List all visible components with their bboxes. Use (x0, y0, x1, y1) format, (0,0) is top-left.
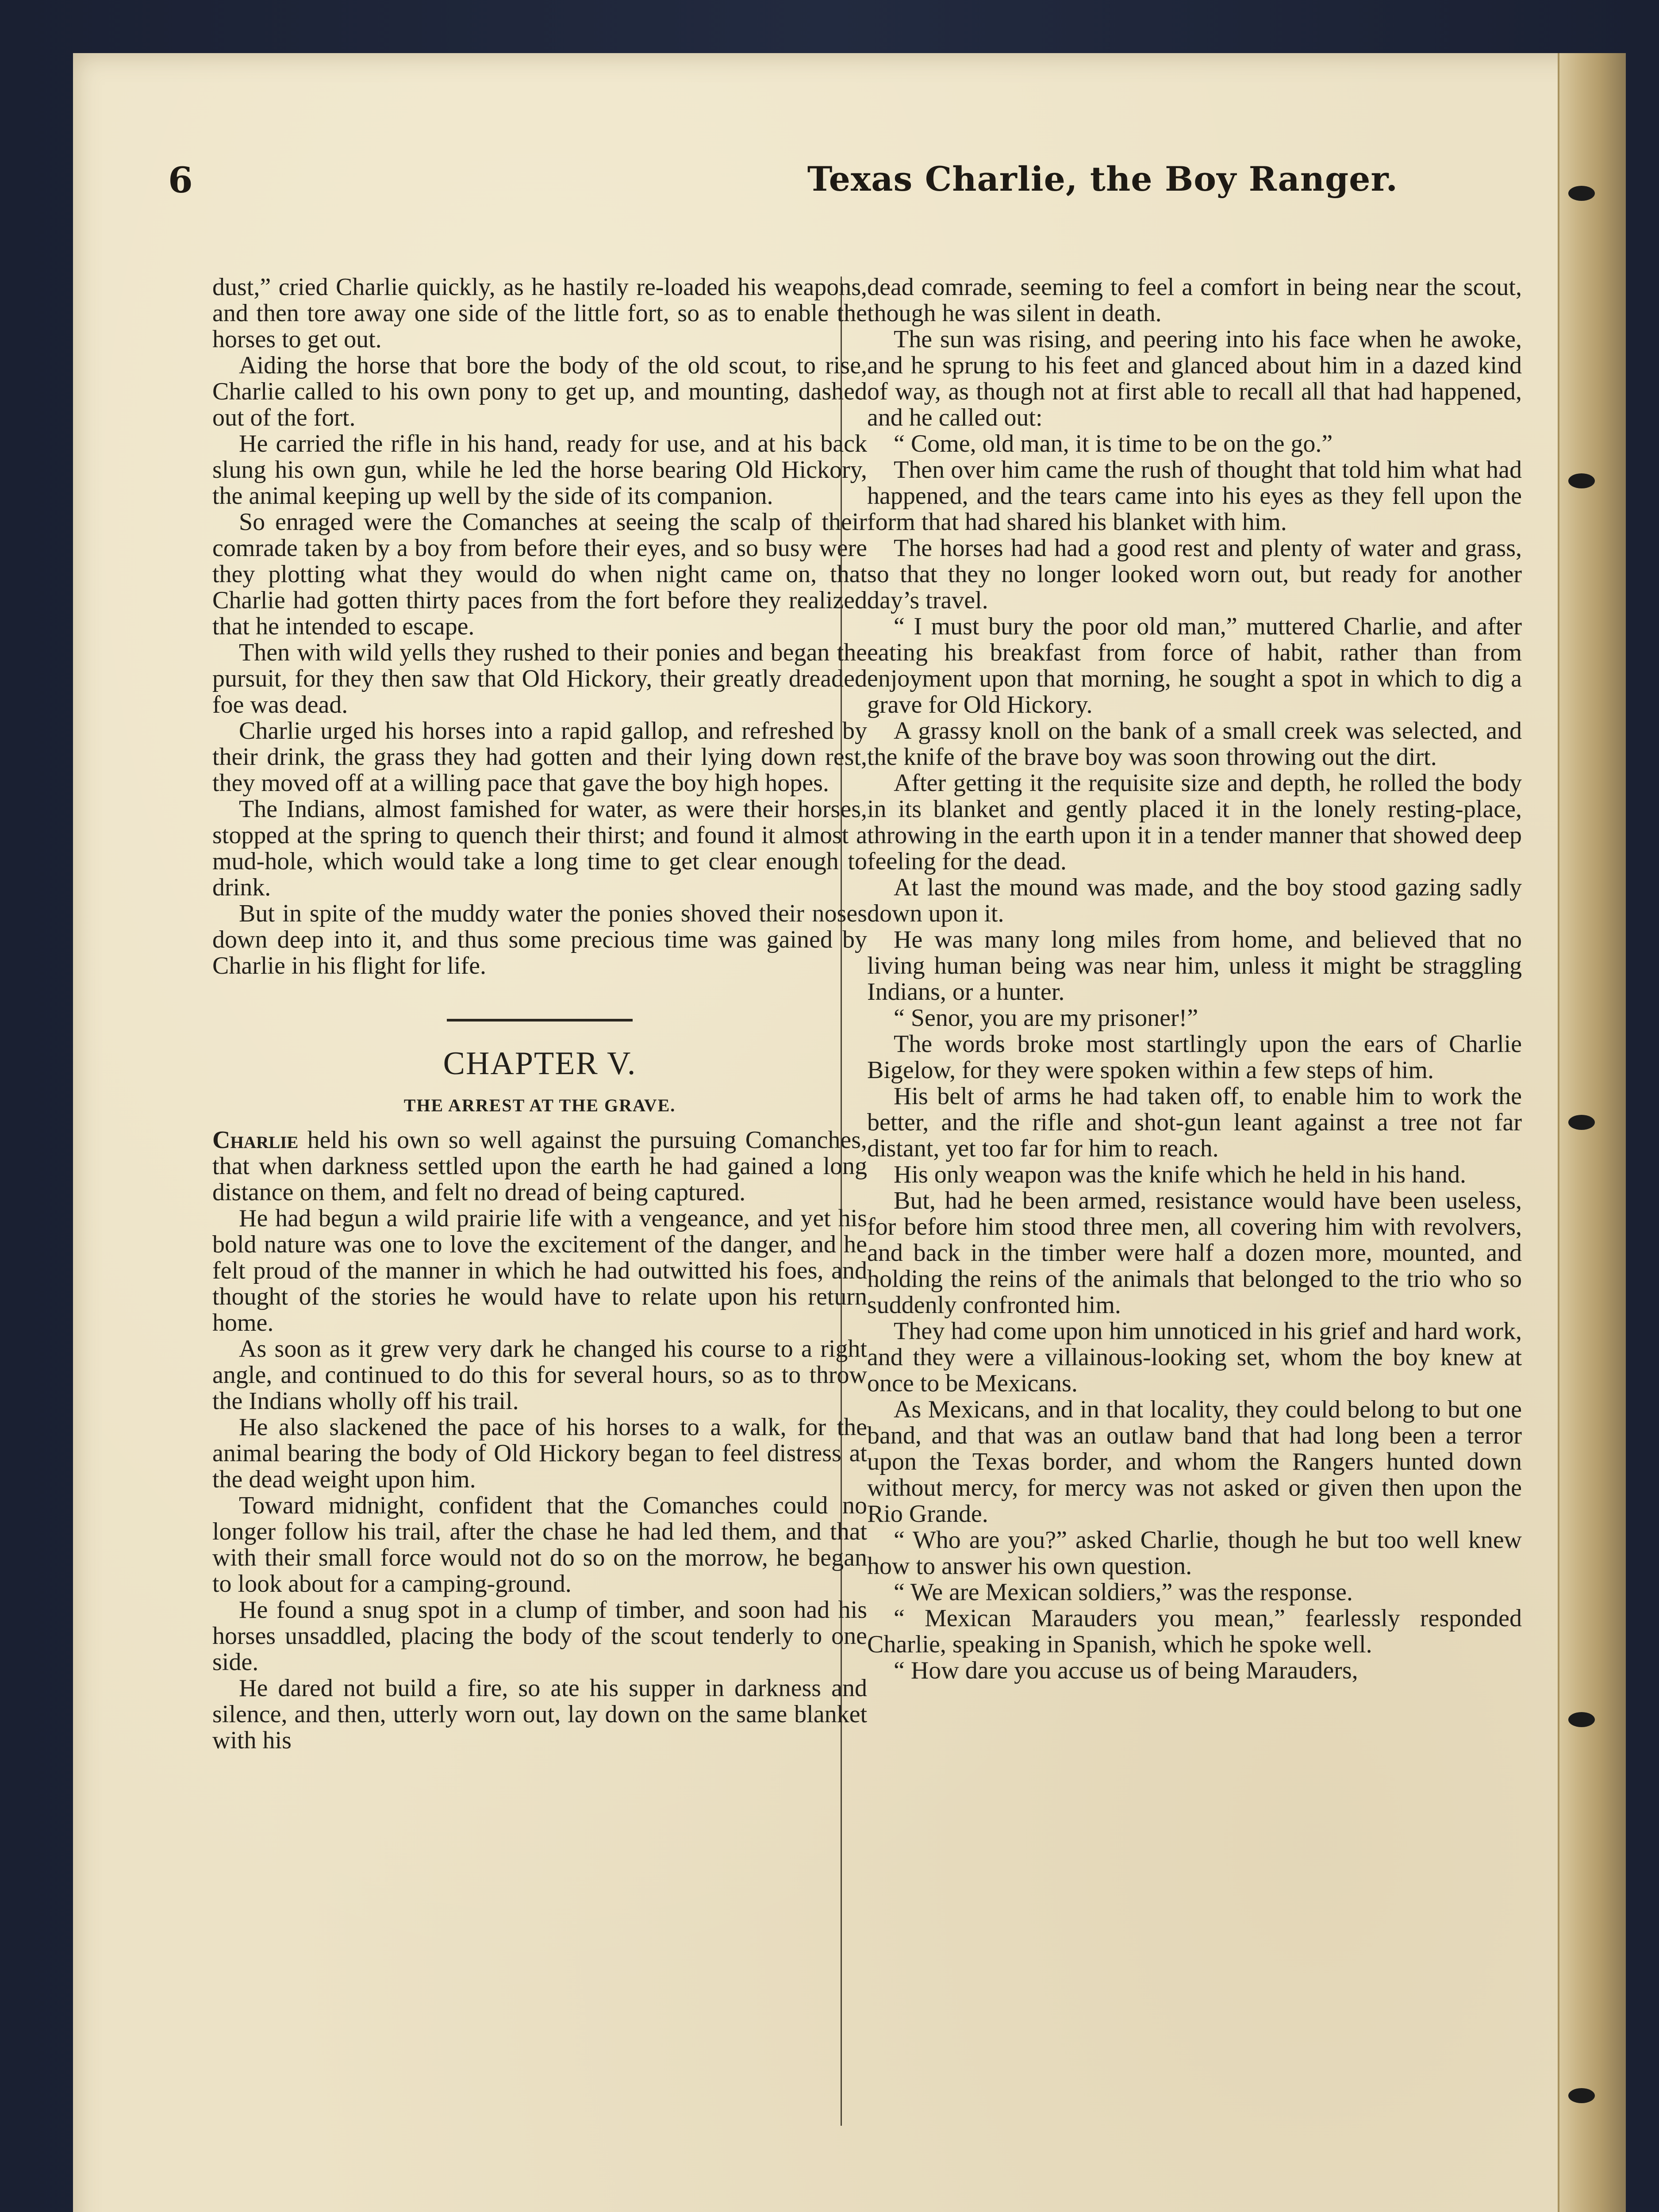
paragraph: As soon as it grew very dark he changed his course to a right angle, and continued to do this for several hours, so as to throw the Indians wholly off his trail. (212, 1335, 867, 1415)
paragraph: “ Who are you?” asked Charlie, though he but too well knew how to answer his own question. (867, 1526, 1522, 1580)
chapter-opening-paragraph (212, 1127, 867, 1206)
paragraph: Then over him came the rush of thought that told him what had happened, and the tears came into his eyes as they fell upon the form that had shared his blanket with him. (867, 456, 1522, 536)
binding-hole (1568, 1712, 1595, 1727)
paragraph: Toward midnight, confident that the Comanches could no longer follow his trail, after the chase he had led them, and that with their small force would not do so on the morrow, he began to look about for a camping-ground. (212, 1492, 867, 1598)
running-title: Texas Charlie, the Boy Ranger. (807, 159, 1398, 199)
paragraph: Charlie urged his horses into a rapid gallop, and refreshed by their drink, the grass they had gotten and their lying down rest, they moved off at a willing pace that gave the boy high hopes. (212, 717, 867, 797)
book-spine (1558, 53, 1626, 2212)
paragraph-text: held his own so well against the pursuing Comanches, that when darkness settled upon the earth he had gained a long distance on them, and felt no dread of being captured. (212, 1126, 867, 1206)
paragraph: He dared not build a fire, so ate his supper in darkness and silence, and then, utterly worn out, lay down on the same blanket with his (212, 1674, 867, 1754)
left-column (212, 274, 867, 2132)
page-number: 6 (168, 159, 193, 201)
paragraph: He also slackened the pace of his horses to a walk, for the animal bearing the body of Old Hickory began to feel distress at the dead weight upon him. (212, 1413, 867, 1493)
paragraph: His belt of arms he had taken off, to enable him to work the better, and the rifle and shot-gun leant against a tree not far distant, yet too far for him to reach. (867, 1083, 1522, 1162)
chapter-rule (447, 1019, 633, 1022)
paragraph: His only weapon was the knife which he held in his hand. (894, 1161, 1466, 1188)
paragraph: A grassy knoll on the bank of a small creek was selected, and the knife of the brave boy was soon throwing out the dirt. (867, 717, 1522, 771)
paragraph: “ Come, old man, it is time to be on the go.” (894, 430, 1333, 457)
paragraph: “ Mexican Marauders you mean,” fearlessly responded Charlie, speaking in Spanish, which he spoke well. (867, 1605, 1522, 1658)
paragraph: “ I must bury the poor old man,” muttered Charlie, and after eating his breakfast from force of habit, rather than from enjoyment upon that morning, he sought a spot in which to dig a grave for Old Hickory. (867, 613, 1522, 718)
binding-hole (1568, 2088, 1595, 2103)
paragraph: Aiding the horse that bore the body of the old scout, to rise, Charlie called to his own pony to get up, and mounting, dashed out of the fort. (212, 352, 867, 431)
paragraph: He found a snug spot in a clump of timber, and soon had his horses unsaddled, placing the body of the scout tenderly to one side. (212, 1596, 867, 1676)
binding-hole (1568, 186, 1595, 201)
drop-word: Charlie (212, 1126, 299, 1154)
paragraph: He carried the rifle in his hand, ready for use, and at his back slung his own gun, while he led the horse bearing Old Hickory, the animal keeping up well by the side of its companion. (212, 430, 867, 510)
paragraph: After getting it the requisite size and depth, he rolled the body in its blanket and gently placed it in the lonely resting-place, throwing in the earth upon it in a tender manner that showed deep feeling for the dead. (867, 769, 1522, 875)
binding-hole (1568, 1115, 1595, 1130)
paragraph: The words broke most startlingly upon the ears of Charlie Bigelow, for they were spoken within a few steps of him. (867, 1030, 1522, 1084)
paragraph: “ We are Mexican soldiers,” was the response. (894, 1578, 1353, 1606)
paragraph: He was many long miles from home, and believed that no living human being was near him, unless it might be straggling Indians, or a hunter. (867, 926, 1522, 1006)
chapter-heading: CHAPTER V. (443, 1045, 637, 1082)
right-column (867, 274, 1522, 2132)
paragraph: As Mexicans, and in that locality, they could belong to but one band, and that was an outlaw band that had long been a terror upon the Texas border, and whom the Rangers hunted down without mercy, for mercy was not asked or given then upon the Rio Grande. (867, 1396, 1522, 1528)
running-head (168, 150, 1398, 217)
paragraph: So enraged were the Comanches at seeing the scalp of their comrade taken by a boy from before their eyes, and so busy were they plotting what they would do when night came on, that Charlie had gotten thirty paces from the fort before they realized that he intended to escape. (212, 508, 867, 640)
chapter-subtitle: THE ARREST AT THE GRAVE. (403, 1095, 676, 1115)
paragraph: dust,” cried Charlie quickly, as he hastily re-loaded his weapons, and then tore away one side of the little fort, so as to enable the horses to get out. (212, 274, 867, 353)
paragraph: The Indians, almost famished for water, as were their horses, stopped at the spring to quench their thirst; and found it almost a mud-hole, which would take a long time to get clear enough to drink. (212, 795, 867, 901)
paragraph: They had come upon him unnoticed in his grief and hard work, and they were a villainous-looking set, whom the boy knew at once to be Mexicans. (867, 1317, 1522, 1397)
paragraph: “ How dare you accuse us of being Marauders, (894, 1657, 1358, 1684)
paragraph: But in spite of the muddy water the ponies shoved their noses down deep into it, and thus some precious time was gained by Charlie in his flight for life. (212, 900, 867, 979)
binding-hole (1568, 473, 1595, 488)
paragraph: The sun was rising, and peering into his face when he awoke, and he sprung to his feet and glanced about him in a dazed kind of way, as though not at first able to recall all that had happened, and he called out: (867, 326, 1522, 431)
paragraph: “ Senor, you are my prisoner!” (894, 1004, 1198, 1032)
paragraph: He had begun a wild prairie life with a vengeance, and yet his bold nature was one to love the excitement of the danger, and he felt proud of the manner in which he had outwitted his foes, and thought of the stories he would have to relate upon his return home. (212, 1205, 867, 1336)
paragraph: Then with wild yells they rushed to their ponies and began the pursuit, for they then saw that Old Hickory, their greatly dreaded foe was dead. (212, 639, 867, 718)
paragraph: But, had he been armed, resistance would have been useless, for before him stood three men, all covering him with revolvers, and back in the timber were half a dozen more, mounted, and holding the reins of the animals that belonged to the trio who so suddenly confronted him. (867, 1187, 1522, 1319)
paragraph: The horses had had a good rest and plenty of water and grass, so that they no longer looked worn out, but ready for another day’s travel. (867, 534, 1522, 614)
paragraph: At last the mound was made, and the boy stood gazing sadly down upon it. (867, 874, 1522, 927)
paragraph: dead comrade, seeming to feel a comfort in being near the scout, though he was silent in death. (867, 274, 1522, 327)
